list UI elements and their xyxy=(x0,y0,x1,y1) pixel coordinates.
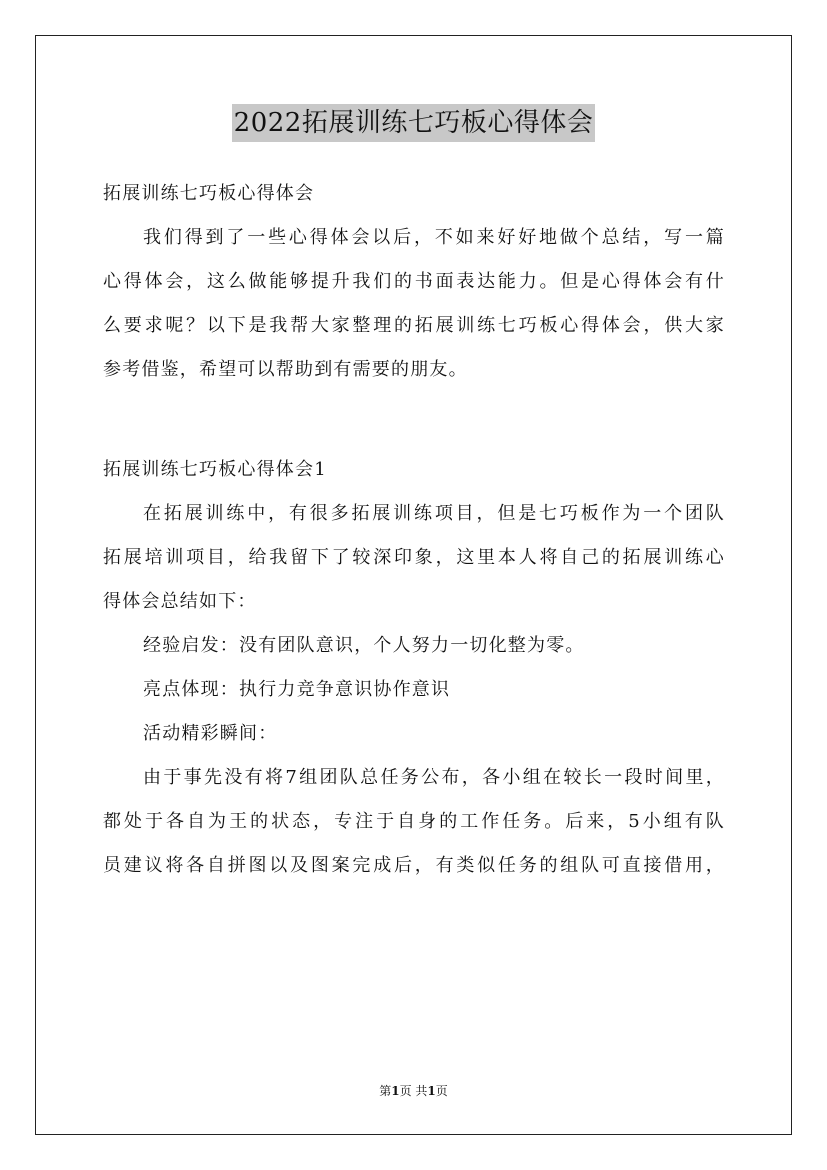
footer-page-total: 1 xyxy=(427,1084,436,1098)
section1-heading: 拓展训练七巧板心得体会1 xyxy=(103,459,327,480)
footer-page-current: 1 xyxy=(391,1084,400,1098)
footer-suffix: 页 xyxy=(435,1084,448,1098)
section1-para2-line: 由于事先没有将7组团队总任务公布，各小组在较长一段时间里， xyxy=(143,767,725,788)
section1-line: 在拓展训练中，有很多拓展训练项目，但是七巧板作为一个团队 xyxy=(143,503,725,524)
page-footer xyxy=(0,1082,827,1100)
intro-line: 参考借鉴，希望可以帮助到有需要的朋友。 xyxy=(103,359,468,380)
moments-line: 活动精彩瞬间： xyxy=(143,723,278,744)
section1-para2-line: 员建议将各自拼图以及图案完成后，有类似任务的组队可直接借用， xyxy=(103,855,725,876)
intro-line: 我们得到了一些心得体会以后，不如来好好地做个总结，写一篇 xyxy=(143,227,725,248)
document-title: 2022拓展训练七巧板心得体会 xyxy=(232,104,596,142)
intro-heading: 拓展训练七巧板心得体会 xyxy=(103,183,315,204)
experience-line: 经验启发：没有团队意识，个人努力一切化整为零。 xyxy=(143,635,585,656)
highlight-line: 亮点体现：执行力竞争意识协作意识 xyxy=(143,679,451,700)
intro-line: 心得体会，这么做能够提升我们的书面表达能力。但是心得体会有什 xyxy=(103,271,725,292)
document-body xyxy=(103,172,725,888)
footer-prefix: 第 xyxy=(379,1084,392,1098)
section-gap xyxy=(103,392,725,448)
section1-line: 得体会总结如下： xyxy=(103,591,257,612)
title-container xyxy=(0,104,827,142)
intro-line: 么要求呢？以下是我帮大家整理的拓展训练七巧板心得体会，供大家 xyxy=(103,315,725,336)
section1-line: 拓展培训项目，给我留下了较深印象，这里本人将自己的拓展训练心 xyxy=(103,547,725,568)
section1-para2-line: 都处于各自为王的状态，专注于自身的工作任务。后来，5小组有队 xyxy=(103,811,725,832)
footer-mid: 页 共 xyxy=(399,1084,428,1098)
